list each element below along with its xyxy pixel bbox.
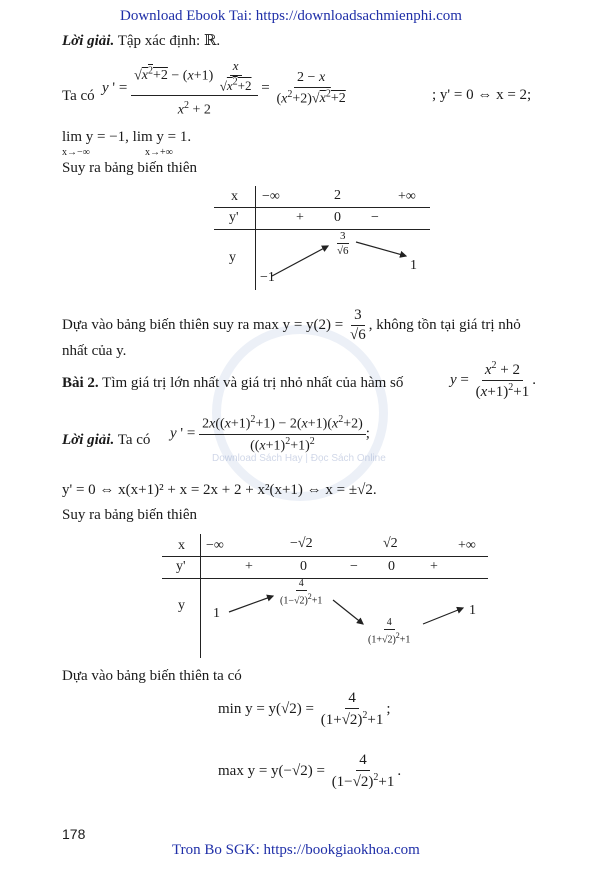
t2-yp-label: y' xyxy=(176,559,186,574)
sol2-min-text: min y = y(√2) = xyxy=(218,700,314,717)
sol2-deriv-line xyxy=(62,432,150,449)
header-link[interactable]: Download Ebook Tai: https://downloadsachmienphi.com xyxy=(120,8,462,24)
t2-sign-1: 0 xyxy=(300,559,307,574)
t1-y-label: y xyxy=(229,250,236,265)
sol1-conclusion-a: Dựa vào bảng biến thiên suy ra xyxy=(62,316,250,333)
t1-y-0: −1 xyxy=(260,270,275,285)
t2-x-2: √2 xyxy=(383,536,398,551)
sol1-max-expr: max y = y(2) = xyxy=(253,316,344,333)
t2-sign-3: 0 xyxy=(388,559,395,574)
bai2-text: Tìm giá trị lớn nhất và giá trị nhỏ nhất của hàm số xyxy=(102,375,404,391)
bai2-line xyxy=(62,375,403,392)
sol1-label: Lời giải. xyxy=(62,33,115,49)
page-number: 178 xyxy=(62,826,86,842)
sol2-max-line: max y = y(−√2) = $\frac{4}{(1-√2)^2+1}$ . xyxy=(218,752,402,790)
t1-y-1: $\frac{3}{√6}$ xyxy=(337,230,349,257)
t2-y-2: $\frac{4}{(1+√2)^2+1}$ xyxy=(368,617,411,646)
sol1-domain: Tập xác định: ℝ. xyxy=(117,33,221,49)
sol2-solve: y' = 0 ⇔ x(x+1)² + x = 2x + 2 + x²(x+1) ⇔ x = ±√2. xyxy=(62,482,377,498)
sol2-label: Lời giải. xyxy=(62,432,115,448)
t1-arrows xyxy=(256,230,430,290)
sol1-limits: lim y = −1, lim y = 1. xyxy=(62,129,192,145)
t2-arrows xyxy=(201,580,488,658)
t1-x-2: +∞ xyxy=(398,189,416,204)
t1-sign-1: 0 xyxy=(334,210,341,225)
sol1-derivative-formula: y ' = $√x^2+2 - (x+1)$ $\frac{x}{√x^2+2}$ $x^2 + 2$ = $\frac{2 - x}{(x^2+2)√x^2+2}$ xyxy=(102,58,346,118)
sol2-table-intro: Suy ra bảng biến thiên xyxy=(62,507,197,523)
t1-x-0: −∞ xyxy=(262,189,280,204)
limit-sub-1: x→−∞ xyxy=(62,147,90,158)
t2-y-3: 1 xyxy=(469,603,476,618)
sol1-deriv-intro: Ta có xyxy=(62,88,95,104)
footer-link[interactable]: Tron Bo SGK: https://bookgiaokhoa.com xyxy=(172,842,420,858)
t2-sign-0: + xyxy=(245,559,253,574)
t2-x-1: −√2 xyxy=(290,536,313,551)
t1-x-label: x xyxy=(231,189,238,204)
t2-y-1: $\frac{4}{(1-√2)^2+1}$ xyxy=(280,578,323,607)
sol1-conclusion-b: , không tồn tại giá trị nhỏ xyxy=(368,316,521,333)
sol1-conclusion-line: Dựa vào bảng biến thiên suy ra max y = y(2) = $\frac{3}{√6}$ , không tồn tại giá trị nhỏ xyxy=(62,307,521,343)
t1-sign-0: + xyxy=(296,210,304,225)
t2-x-label: x xyxy=(178,538,185,553)
sol1-deriv-zero: ; y' = 0 ⇔ x = 2; xyxy=(432,87,532,103)
limit-sub-2: x→+∞ xyxy=(145,147,173,158)
t2-x-3: +∞ xyxy=(458,538,476,553)
watermark-seal xyxy=(212,325,388,501)
t2-y-label: y xyxy=(178,598,185,613)
t1-y-2: 1 xyxy=(410,258,417,273)
t1-x-1: 2 xyxy=(334,188,341,203)
watermark-text: Download Sách Hay | Đọc Sách Online xyxy=(212,453,386,464)
bai2-label: Bài 2. xyxy=(62,375,99,391)
sol2-conclusion: Dựa vào bảng biến thiên ta có xyxy=(62,668,242,684)
sol2-max-text: max y = y(−√2) = xyxy=(218,762,325,779)
sol1-domain-line xyxy=(62,31,220,50)
sol1-table-intro: Suy ra bảng biến thiên xyxy=(62,160,197,176)
t2-sign-2: − xyxy=(350,559,358,574)
sol2-deriv-intro: Ta có xyxy=(117,432,151,448)
t2-y-0: 1 xyxy=(213,606,220,621)
t1-sign-2: − xyxy=(371,210,379,225)
sol2-derivative-formula: y ' = $\frac{2x((x+1)^2+1) - 2(x+1)(x^2+2)}{((x+1)^2+1)^2}$ ; xyxy=(170,414,370,454)
bai2-function: y = $\frac{x^2 + 2}{(x+1)^2+1}$ . xyxy=(450,360,536,400)
t1-yp-label: y' xyxy=(229,210,239,225)
sol1-conclusion-c: nhất của y. xyxy=(62,343,127,359)
sol2-min-line: min y = y(√2) = $\frac{4}{(1+√2)^2+1}$ ; xyxy=(218,690,391,728)
t2-sign-4: + xyxy=(430,559,438,574)
t2-x-0: −∞ xyxy=(206,538,224,553)
